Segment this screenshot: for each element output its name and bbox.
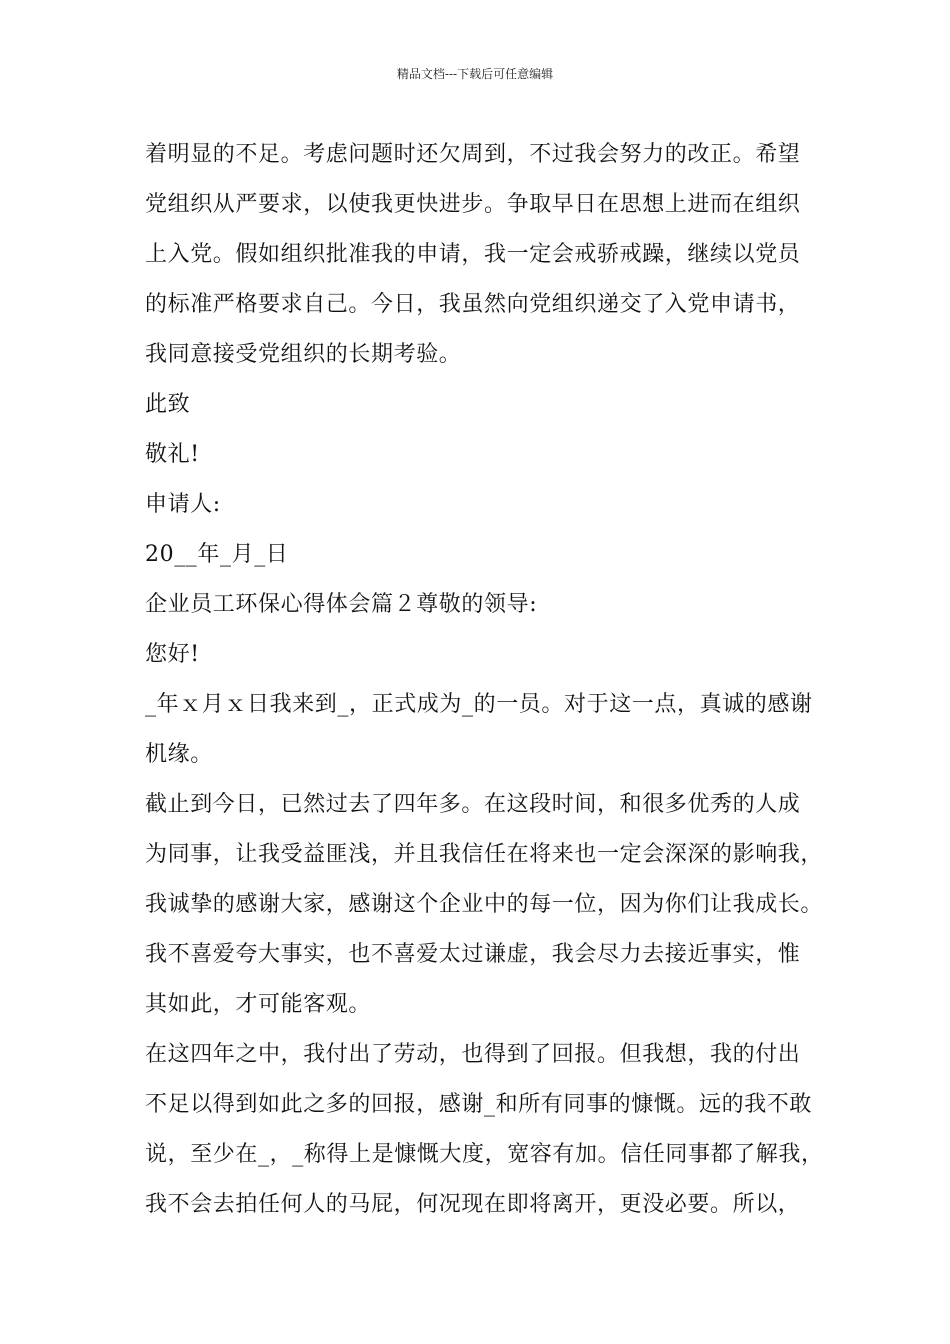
text-line: 党组织从严要求，以使我更快进步。争取早日在思想上进而在组织 xyxy=(145,192,801,217)
text-line: 为同事，让我受益匪浅，并且我信任在将来也一定会深深的影响我， xyxy=(145,842,824,867)
text-line: 我不会去拍任何人的马屁，何况现在即将离开，更没必要。所以， xyxy=(145,1192,801,1217)
text-line: _年ｘ月ｘ日我来到_，正式成为_的一员。对于这一点，真诚的感谢 xyxy=(145,692,813,717)
text-line: 我诚挚的感谢大家，感谢这个企业中的每一位，因为你们让我成长。 xyxy=(145,892,824,917)
text-line: 我同意接受党组织的长期考验。 xyxy=(145,342,462,367)
text-line: 着明显的不足。考虑问题时还欠周到，不过我会努力的改正。希望 xyxy=(145,142,801,167)
text-line: 截止到今日，已然过去了四年多。在这段时间，和很多优秀的人成 xyxy=(145,792,801,817)
section-heading: 企业员工环保心得体会篇２尊敬的领导: xyxy=(145,592,538,617)
document-body xyxy=(145,130,825,1230)
text-line: 说，至少在_，_称得上是慷慨大度，宽容有加。信任同事都了解我， xyxy=(145,1142,824,1167)
text-line: 机缘。 xyxy=(145,742,213,767)
text-line: 上入党。假如组织批准我的申请，我一定会戒骄戒躁，继续以党员 xyxy=(145,242,801,267)
text-line: 不足以得到如此之多的回报，感谢_和所有同事的慷慨。远的我不敢 xyxy=(145,1092,813,1117)
text-line: 在这四年之中，我付出了劳动，也得到了回报。但我想，我的付出 xyxy=(145,1042,801,1067)
text-line: 我不喜爱夸大事实，也不喜爱太过谦虚，我会尽力去接近事实，惟 xyxy=(145,942,801,967)
applicant-label: 申请人: xyxy=(145,492,221,517)
salutation-line: 敬礼! xyxy=(145,442,200,467)
text-line: 的标准严格要求自己。今日，我虽然向党组织递交了入党申请书， xyxy=(145,292,801,317)
date-line: 20__年_月_日 xyxy=(145,542,289,567)
salutation-line: 此致 xyxy=(145,392,191,417)
greeting-line: 您好! xyxy=(145,642,200,667)
text-line: 其如此，才可能客观。 xyxy=(145,992,372,1017)
page-header: 精品文档---下载后可任意编辑 xyxy=(396,67,554,81)
